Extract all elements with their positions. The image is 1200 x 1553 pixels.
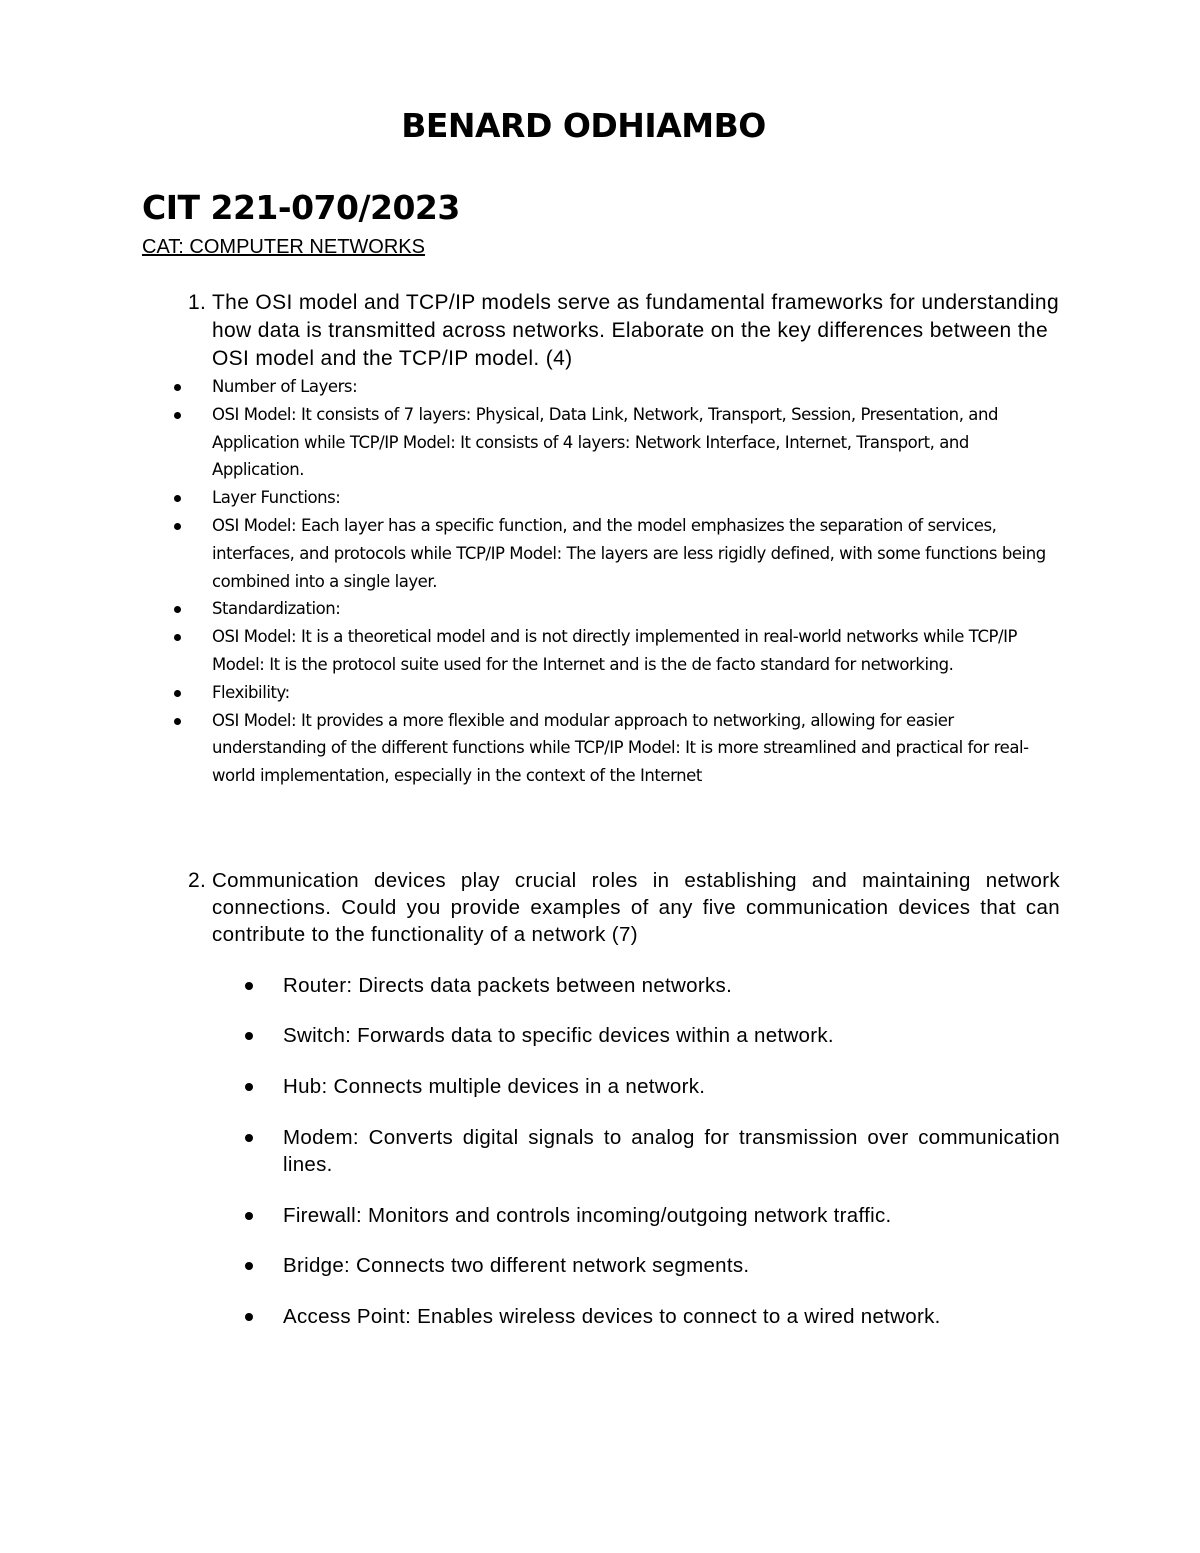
question-2-answer-list	[142, 972, 1060, 1331]
bullet-icon	[142, 707, 212, 790]
bullet-icon	[142, 1022, 283, 1049]
list-item: OSI Model: It is a theoretical model and is not directly implemented in real-world networks while TCP/IP Model: It is the protocol suite used for the Internet and is the de facto standard for networking.	[142, 623, 1060, 679]
bullet-icon	[142, 1303, 283, 1330]
document-subtitle: CAT: COMPUTER NETWORKS	[142, 236, 425, 258]
list-item: Layer Functions:	[142, 484, 1060, 512]
list-item: OSI Model: It provides a more flexible and modular approach to networking, allowing for easier understanding of the different functions while TCP/IP Model: It is more streamlined and practical for real-world implementation, especially in the context of the Internet	[142, 707, 1060, 790]
bullet-icon	[142, 595, 212, 623]
list-item: Firewall: Monitors and controls incoming/outgoing network traffic.	[142, 1202, 1060, 1229]
list-item: OSI Model: Each layer has a specific function, and the model emphasizes the separation of services, interfaces, and protocols while TCP/IP Model: The layers are less rigidly defined, with some functions being combined into a single layer.	[142, 512, 1060, 595]
bullet-icon	[142, 1202, 283, 1229]
bullet-icon	[142, 1073, 283, 1100]
bullet-icon	[142, 972, 283, 999]
list-item: Standardization:	[142, 595, 1060, 623]
question-2-prompt	[142, 867, 1060, 949]
bullet-icon	[142, 401, 212, 484]
list-item: Bridge: Connects two different network segments.	[142, 1252, 1060, 1279]
question-2	[142, 867, 1060, 1354]
bullet-icon	[142, 1124, 283, 1178]
author-name: BENARD ODHIAMBO	[401, 106, 766, 145]
question-1-text: The OSI model and TCP/IP models serve as fundamental frameworks for understanding how data is transmitted across networks. Elaborate on the key differences between the OSI model and the TCP/IP model. (4)	[212, 291, 1059, 370]
question-1-number: 1.	[188, 291, 207, 314]
list-item: Flexibility:	[142, 679, 1060, 707]
list-item: Number of Layers:	[142, 373, 1060, 401]
question-2-number: 2.	[188, 869, 207, 892]
bullet-icon	[142, 623, 212, 679]
bullet-icon	[142, 1252, 283, 1279]
question-1-prompt	[142, 289, 1060, 373]
bullet-icon	[142, 679, 212, 707]
bullet-icon	[142, 512, 212, 595]
registration-number: CIT 221-070/2023	[142, 188, 460, 227]
list-item: Modem: Converts digital signals to analog for transmission over communication lines.	[142, 1124, 1060, 1178]
list-item: OSI Model: It consists of 7 layers: Physical, Data Link, Network, Transport, Session, Presentation, and Application while TCP/IP Model: It consists of 4 layers: Network Interface, Internet, Transport, and Application.	[142, 401, 1060, 484]
list-item: Access Point: Enables wireless devices to connect to a wired network.	[142, 1303, 1060, 1330]
bullet-icon	[142, 373, 212, 401]
question-1-answer-list	[142, 373, 1060, 790]
question-2-text: Communication devices play crucial roles in establishing and maintaining network connections. Could you provide examples of any five communication devices that can contribute to the functionality of a network (7)	[212, 869, 1060, 947]
list-item: Router: Directs data packets between networks.	[142, 972, 1060, 999]
question-1	[142, 289, 1060, 790]
list-item: Switch: Forwards data to specific devices within a network.	[142, 1022, 1060, 1049]
list-item: Hub: Connects multiple devices in a network.	[142, 1073, 1060, 1100]
bullet-icon	[142, 484, 212, 512]
